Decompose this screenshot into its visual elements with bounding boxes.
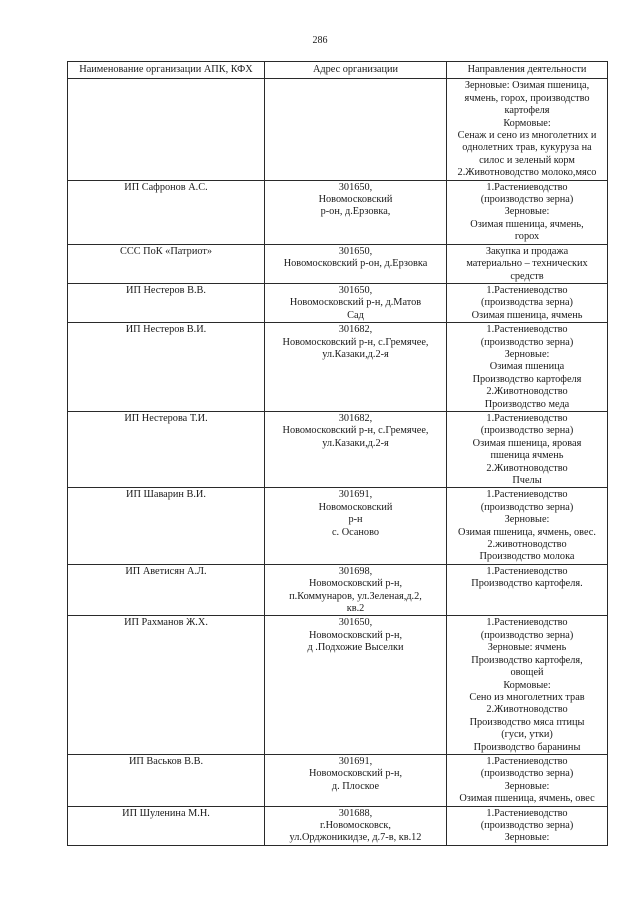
table-row bbox=[68, 564, 608, 616]
table-row bbox=[68, 180, 608, 244]
table-row bbox=[68, 488, 608, 564]
address-line: Новомосковский bbox=[318, 501, 393, 513]
activity-line: средств bbox=[510, 270, 544, 282]
address-line: 301682, bbox=[338, 412, 373, 424]
activity-directions-cell bbox=[447, 323, 608, 412]
activity-line: 1.Растениеводство bbox=[486, 412, 568, 424]
activity-directions-cell bbox=[447, 79, 608, 180]
organization-address-cell bbox=[265, 323, 447, 412]
activity-line: Зерновые: bbox=[504, 780, 550, 792]
address-line: ул.Орджоникидзе, д.7-в, кв.12 bbox=[289, 832, 422, 844]
address-line: Новомосковский р-он, д.Ерзовка bbox=[283, 258, 428, 270]
activity-line: 1.Растениеводство bbox=[486, 755, 568, 767]
address-line: Новомосковский р-н, bbox=[308, 768, 403, 780]
activity-line: 1.Растениеводство bbox=[486, 284, 568, 296]
organization-name-cell: ИП Аветисян А.Л. bbox=[68, 564, 265, 616]
address-line: Новомосковский р-н, bbox=[308, 629, 403, 641]
organization-name-cell: ИП Шаварин В.И. bbox=[68, 488, 265, 564]
table-row bbox=[68, 411, 608, 487]
activity-line: (производство зерна) bbox=[480, 336, 574, 348]
activity-line: силос и зеленый корм bbox=[479, 154, 575, 166]
address-line: 301682, bbox=[338, 324, 373, 336]
activity-line: (гуси, утки) bbox=[501, 729, 553, 741]
address-line: г.Новомосковск, bbox=[319, 819, 392, 831]
address-line: 301650, bbox=[338, 617, 373, 629]
header-activity-directions: Направления деятельности bbox=[447, 62, 608, 79]
organization-address-cell bbox=[265, 806, 447, 845]
activity-line: Производство картофеля bbox=[472, 373, 582, 385]
activity-line: Производство меда bbox=[484, 398, 570, 410]
activity-line: 2.Животноводство молоко,мясо bbox=[457, 167, 597, 179]
activity-line: материально – технических bbox=[466, 258, 588, 270]
address-line: Новомосковский р-н, с.Гремячее, bbox=[282, 336, 429, 348]
activity-line: (производства зерна) bbox=[481, 297, 573, 309]
activity-line: Озимая пшеница, ячмень, bbox=[470, 218, 584, 230]
activity-line: Зерновые: bbox=[504, 348, 550, 360]
address-line: д .Подхожие Выселки bbox=[307, 642, 404, 654]
organization-address-cell bbox=[265, 411, 447, 487]
activity-line: Производство картофеля, bbox=[471, 654, 583, 666]
address-line: д. Плоское bbox=[331, 780, 380, 792]
address-line: 301691, bbox=[338, 489, 373, 501]
activity-directions-cell bbox=[447, 616, 608, 754]
address-line: 301688, bbox=[338, 807, 373, 819]
table-row bbox=[68, 616, 608, 754]
activity-line: (производство зерна) bbox=[480, 501, 574, 513]
table-header-row bbox=[68, 62, 608, 79]
activity-line: 2.животноводство bbox=[487, 539, 567, 551]
address-line: п.Коммунаров, ул.Зеленая,д.2, bbox=[289, 590, 422, 602]
activity-line: пшеница ячмень bbox=[490, 450, 564, 462]
organization-name-cell: ИП Сафронов А.С. bbox=[68, 180, 265, 244]
activity-line: 1.Растениеводство bbox=[486, 617, 568, 629]
activity-directions-cell bbox=[447, 283, 608, 322]
table-row bbox=[68, 244, 608, 283]
activity-line: 1.Растениеводство bbox=[486, 181, 568, 193]
address-line: Новомосковский bbox=[318, 194, 393, 206]
address-line: Новомосковский р-н, д.Матов bbox=[289, 297, 422, 309]
address-line: ул.Казаки,д.2-я bbox=[322, 348, 389, 360]
organization-name-cell: ИП Нестеров В.И. bbox=[68, 323, 265, 412]
activity-directions-cell bbox=[447, 754, 608, 806]
activity-directions-cell bbox=[447, 806, 608, 845]
activity-directions-cell bbox=[447, 564, 608, 616]
activity-line: (производство зерна) bbox=[480, 768, 574, 780]
table-row bbox=[68, 806, 608, 845]
activity-line: Озимая пшеница, ячмень bbox=[471, 309, 583, 321]
page-number: 286 bbox=[312, 35, 328, 46]
address-line: 301650, bbox=[338, 245, 373, 257]
activity-line: Сенаж и сено из многолетних и bbox=[457, 130, 597, 142]
activity-line: однолетних трав, кукуруза на bbox=[462, 142, 592, 154]
activity-line: (производство зерна) bbox=[480, 629, 574, 641]
activity-line: 1.Растениеводство bbox=[486, 565, 568, 577]
address-line: р-н bbox=[348, 514, 363, 526]
organization-address-cell bbox=[265, 564, 447, 616]
address-line: р-он, д.Ерзовка, bbox=[320, 206, 391, 218]
activity-directions-cell bbox=[447, 411, 608, 487]
activity-line: Озимая пшеница, ячмень, овес. bbox=[458, 526, 596, 538]
organization-name-cell: ССС ПоК «Патриот» bbox=[68, 244, 265, 283]
organization-name-cell: ИП Нестеров В.В. bbox=[68, 283, 265, 322]
activity-line: Озимая пшеница bbox=[489, 361, 565, 373]
activity-line: (производство зерна) bbox=[480, 819, 574, 831]
activity-line: (производство зерна) bbox=[480, 425, 574, 437]
activity-line: 1.Растениеводство bbox=[486, 324, 568, 336]
activity-line: Закупка и продажа bbox=[485, 245, 569, 257]
activity-line: картофеля bbox=[504, 105, 550, 117]
activity-directions-cell bbox=[447, 488, 608, 564]
organization-name-cell bbox=[68, 79, 265, 180]
address-line: 301691, bbox=[338, 755, 373, 767]
activity-directions-cell bbox=[447, 180, 608, 244]
activity-line: Зерновые: bbox=[504, 832, 550, 844]
address-line: 301650, bbox=[338, 181, 373, 193]
organizations-table bbox=[67, 61, 608, 846]
activity-line: Пчелы bbox=[512, 475, 542, 486]
address-line: с. Осаново bbox=[331, 526, 380, 538]
address-line: 301650, bbox=[338, 284, 373, 296]
table-body bbox=[68, 79, 608, 845]
activity-line: Производство картофеля. bbox=[471, 578, 583, 590]
organization-name-cell: ИП Шуленина М.Н. bbox=[68, 806, 265, 845]
organization-address-cell bbox=[265, 79, 447, 180]
activity-line: 1.Растениеводство bbox=[486, 807, 568, 819]
activity-line: 2.Животноводство bbox=[486, 462, 568, 474]
address-line: Новомосковский р-н, bbox=[308, 578, 403, 590]
activity-line: (производство зерна) bbox=[480, 194, 574, 206]
organization-name-cell: ИП Рахманов Ж.Х. bbox=[68, 616, 265, 754]
address-line: 301698, bbox=[338, 565, 373, 577]
activity-line: Производство мяса птицы bbox=[469, 716, 585, 728]
activity-line: Зерновые: ячмень bbox=[487, 642, 567, 654]
organization-address-cell bbox=[265, 488, 447, 564]
table-row bbox=[68, 323, 608, 412]
activity-line: 1.Растениеводство bbox=[486, 489, 568, 501]
address-line: ул.Казаки,д.2-я bbox=[322, 437, 389, 449]
organization-address-cell bbox=[265, 754, 447, 806]
organization-address-cell bbox=[265, 616, 447, 754]
activity-line: 2.Животноводство bbox=[486, 704, 568, 716]
activity-line: Сено из многолетних трав bbox=[469, 691, 585, 703]
activity-line: Зерновые: bbox=[504, 514, 550, 526]
organization-address-cell bbox=[265, 244, 447, 283]
activity-line: овощей bbox=[510, 667, 544, 679]
activity-line: Производство молока bbox=[479, 551, 575, 563]
organization-address-cell bbox=[265, 180, 447, 244]
activity-line: Озимая пшеница, ячмень, овес bbox=[459, 793, 595, 805]
activity-line: Зерновые: Озимая пшеница, bbox=[464, 80, 590, 92]
table-row bbox=[68, 79, 608, 180]
activity-line: Производство баранины bbox=[473, 741, 581, 753]
activity-line: горох bbox=[514, 231, 540, 243]
activity-line: Зерновые: bbox=[504, 206, 550, 218]
activity-line: ячмень, горох, производство bbox=[464, 92, 590, 104]
address-line: Сад bbox=[347, 309, 364, 321]
address-line: кв.2 bbox=[346, 603, 365, 615]
activity-line: Кормовые: bbox=[503, 679, 551, 691]
activity-directions-cell bbox=[447, 244, 608, 283]
address-line: Новомосковский р-н, с.Гремячее, bbox=[282, 425, 429, 437]
activity-line: 2.Животноводство bbox=[486, 386, 568, 398]
table-row bbox=[68, 283, 608, 322]
activity-line: Озимая пшеница, яровая bbox=[472, 437, 582, 449]
header-organization-address: Адрес организации bbox=[265, 62, 447, 79]
organization-address-cell bbox=[265, 283, 447, 322]
activity-line: Кормовые: bbox=[503, 117, 551, 129]
table-row bbox=[68, 754, 608, 806]
organization-name-cell: ИП Васьков В.В. bbox=[68, 754, 265, 806]
organization-name-cell: ИП Нестерова Т.И. bbox=[68, 411, 265, 487]
header-organization-name: Наименование организации АПК, КФХ bbox=[68, 62, 265, 79]
